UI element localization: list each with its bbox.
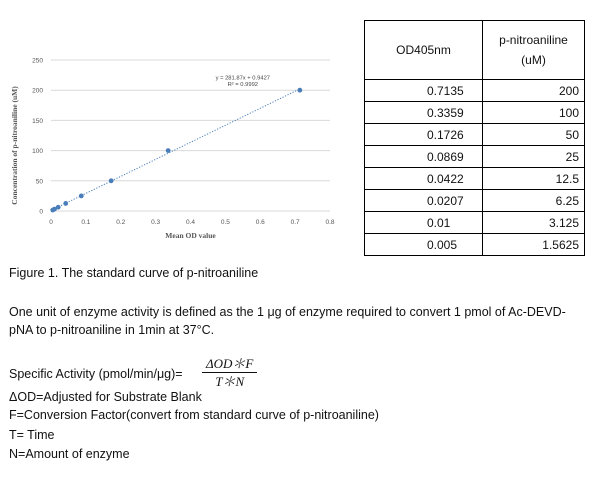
data-point (56, 205, 61, 210)
table-cell-od: 0.01 (365, 212, 483, 234)
standard-curve-table (364, 20, 585, 256)
table-header-row (365, 21, 585, 80)
x-tick-label: 0.2 (116, 219, 126, 226)
table-cell-pna: 200 (483, 80, 585, 102)
standard-curve-chart (0, 46, 345, 258)
legend-amount: N=Amount of enzyme (9, 447, 130, 461)
table-cell-od: 0.0869 (365, 146, 483, 168)
table-header-od: OD405nm (365, 21, 483, 80)
table-cell-pna: 25 (483, 146, 585, 168)
table-row (365, 146, 585, 168)
x-tick-label: 0.8 (325, 219, 335, 226)
x-tick-label: 0.6 (255, 219, 265, 226)
figure-caption: Figure 1. The standard curve of p-nitroaniline (9, 266, 259, 280)
y-tick-label: 200 (32, 87, 43, 95)
x-tick-label: 0 (49, 219, 53, 226)
data-point (79, 194, 84, 199)
table-cell-pna: 3.125 (483, 212, 585, 234)
table-cell-pna: 50 (483, 124, 585, 146)
table-row (365, 102, 585, 124)
x-tick-label: 0.1 (81, 219, 91, 226)
table-cell-od: 0.7135 (365, 80, 483, 102)
chart-svg (0, 46, 345, 258)
legend-conversion-factor: F=Conversion Factor(convert from standard curve of p-nitroaniline) (9, 408, 379, 422)
formula-label: Specific Activity (pmol/min/μg)= (9, 367, 183, 381)
table-cell-od: 0.1726 (365, 124, 483, 146)
x-tick-label: 0.5 (220, 219, 230, 226)
data-point (166, 148, 171, 153)
table-header-pna (483, 21, 585, 80)
y-tick-label: 50 (35, 178, 43, 186)
formula-denominator: T＊N (215, 374, 245, 389)
table-body (365, 80, 585, 256)
formula-numerator: ΔOD＊F (202, 356, 257, 373)
y-tick-label: 0 (39, 208, 43, 216)
table-row (365, 190, 585, 212)
unit-definition: One unit of enzyme activity is defined as the 1 μg of enzyme required to convert 1 pmol of Ac-DEVD-pNA to p-nitroaniline in 1min at 37°C. (9, 305, 566, 337)
formula-fraction (202, 356, 257, 389)
table-cell-pna: 1.5625 (483, 234, 585, 256)
y-tick-label: 250 (32, 57, 43, 65)
data-point (109, 178, 114, 183)
table-header-pna-text: p-nitroaniline (uM) (499, 33, 568, 67)
x-axis-title: Mean OD value (165, 231, 216, 240)
table-cell-pna: 100 (483, 102, 585, 124)
x-tick-label: 0.7 (290, 219, 300, 226)
table-cell-pna: 6.25 (483, 190, 585, 212)
data-point (297, 88, 302, 93)
trendline-equation: y = 281.87x + 0.9427 (215, 75, 271, 82)
table-cell-od: 0.3359 (365, 102, 483, 124)
y-tick-label: 150 (32, 117, 43, 125)
trendline-r2: R² = 0.9992 (227, 81, 259, 88)
y-axis-title: Concentration of p-nitroaniline (uM) (10, 86, 19, 205)
x-tick-label: 0.3 (151, 219, 161, 226)
table-cell-od: 0.0207 (365, 190, 483, 212)
trendline (51, 89, 300, 210)
y-tick-label: 100 (32, 148, 43, 156)
table-row (365, 212, 585, 234)
legend-time: T= Time (9, 428, 55, 442)
legend-delta-od: ΔOD=Adjusted for Substrate Blank (9, 390, 202, 404)
table-cell-pna: 12.5 (483, 168, 585, 190)
table-row (365, 124, 585, 146)
table-row (365, 168, 585, 190)
table-row (365, 80, 585, 102)
x-tick-label: 0.4 (185, 219, 196, 226)
table-row (365, 234, 585, 256)
data-point (63, 201, 68, 206)
table-cell-od: 0.0422 (365, 168, 483, 190)
table-cell-od: 0.005 (365, 234, 483, 256)
